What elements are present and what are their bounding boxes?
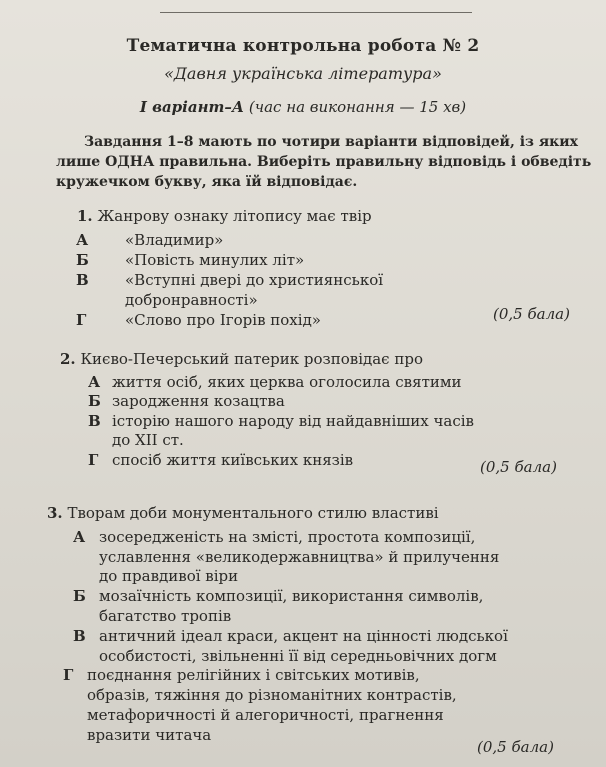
option-letter[interactable]: В xyxy=(88,411,101,430)
option-text: зосередженість на змісті, простота композиції, xyxy=(99,527,476,546)
option-letter[interactable]: А xyxy=(76,231,89,249)
option-v[interactable] xyxy=(54,270,577,310)
option-v[interactable] xyxy=(60,412,580,451)
question-header xyxy=(77,206,577,226)
top-rule xyxy=(160,12,472,13)
option-letter[interactable]: В xyxy=(76,271,89,289)
option-text: уславлення «великодержавництва» й прилучення xyxy=(99,547,500,566)
instruction-line: Завдання 1–8 мають по чотири варіанти відповідей, із яких xyxy=(84,134,578,150)
instructions xyxy=(56,132,592,192)
option-text: вразити читача xyxy=(87,725,212,744)
option-letter[interactable]: Г xyxy=(63,666,74,685)
question-header xyxy=(47,504,577,524)
question-2 xyxy=(60,350,580,470)
option-text: історію нашого народу від найдавніших часів xyxy=(112,411,475,430)
option-b[interactable] xyxy=(47,587,577,627)
question-number: 1. xyxy=(77,207,93,225)
option-letter[interactable]: Г xyxy=(76,311,87,329)
option-a[interactable] xyxy=(54,230,577,250)
option-v[interactable] xyxy=(47,627,577,667)
page-subtitle: «Давня українська література» xyxy=(164,64,442,83)
question-number: 2. xyxy=(60,350,76,368)
option-letter[interactable]: А xyxy=(73,527,86,546)
points-label: (0,5 бала) xyxy=(477,738,554,756)
option-letter[interactable]: В xyxy=(73,626,86,645)
option-text: мозаїчність композиції, використання символів, xyxy=(99,587,484,606)
question-header xyxy=(60,350,580,370)
variant-time: (час на виконання — 15 хв) xyxy=(248,98,467,116)
question-3 xyxy=(47,504,577,746)
option-text: особистості, звільненні її від середньовічних догм xyxy=(99,646,497,665)
option-letter[interactable]: Б xyxy=(76,251,89,269)
option-text: до правдивої віри xyxy=(99,567,239,586)
variant-label: І варіант–А xyxy=(139,98,245,116)
question-number: 3. xyxy=(47,504,63,522)
option-text: «Повість минулих літ» xyxy=(125,251,305,269)
option-a[interactable] xyxy=(47,528,577,587)
points-label: (0,5 бала) xyxy=(493,305,570,323)
option-h[interactable] xyxy=(47,666,577,745)
option-text: до ХІІ ст. xyxy=(112,431,184,449)
option-text: життя осіб, яких церква оголосила святими xyxy=(112,372,462,391)
instruction-line: кружечком букву, яка їй відповідає. xyxy=(56,174,358,190)
option-text: образів, тяжіння до різноманітних контрастів, xyxy=(87,686,457,705)
option-letter[interactable]: А xyxy=(88,372,101,391)
points-label: (0,5 бала) xyxy=(480,458,557,476)
question-text: Києво-Печерський патерик розповідає про xyxy=(80,350,423,368)
option-text: «Вступні двері до християнської xyxy=(125,271,384,289)
variant-line xyxy=(0,98,606,116)
option-text: добронравності» xyxy=(125,291,258,309)
option-text: «Слово про Ігорів похід» xyxy=(125,311,321,329)
option-letter[interactable]: Б xyxy=(73,587,86,606)
option-letter[interactable]: Г xyxy=(88,450,99,469)
option-a[interactable] xyxy=(60,373,580,393)
option-text: спосіб життя київських князів xyxy=(112,450,354,469)
page-title: Тематична контрольна робота № 2 xyxy=(126,36,480,56)
question-text: Творам доби монументального стилю властиві xyxy=(67,504,439,522)
option-text: «Владимир» xyxy=(125,231,224,249)
option-text: античний ідеал краси, акцент на цінності людської xyxy=(99,626,508,645)
question-text: Жанрову ознаку літопису має твір xyxy=(97,207,372,225)
option-b[interactable] xyxy=(60,392,580,412)
option-b[interactable] xyxy=(54,250,577,270)
option-text: метафоричності й алегоричності, прагнення xyxy=(87,705,444,724)
instruction-line: лише ОДНА правильна. Виберіть правильну відповідь і обведіть xyxy=(56,154,592,170)
option-text: поєднання релігійних і світських мотивів, xyxy=(87,666,420,685)
option-letter[interactable]: Б xyxy=(88,392,101,410)
option-text: зародження козацтва xyxy=(112,392,285,410)
option-text: багатство тропів xyxy=(99,606,232,625)
